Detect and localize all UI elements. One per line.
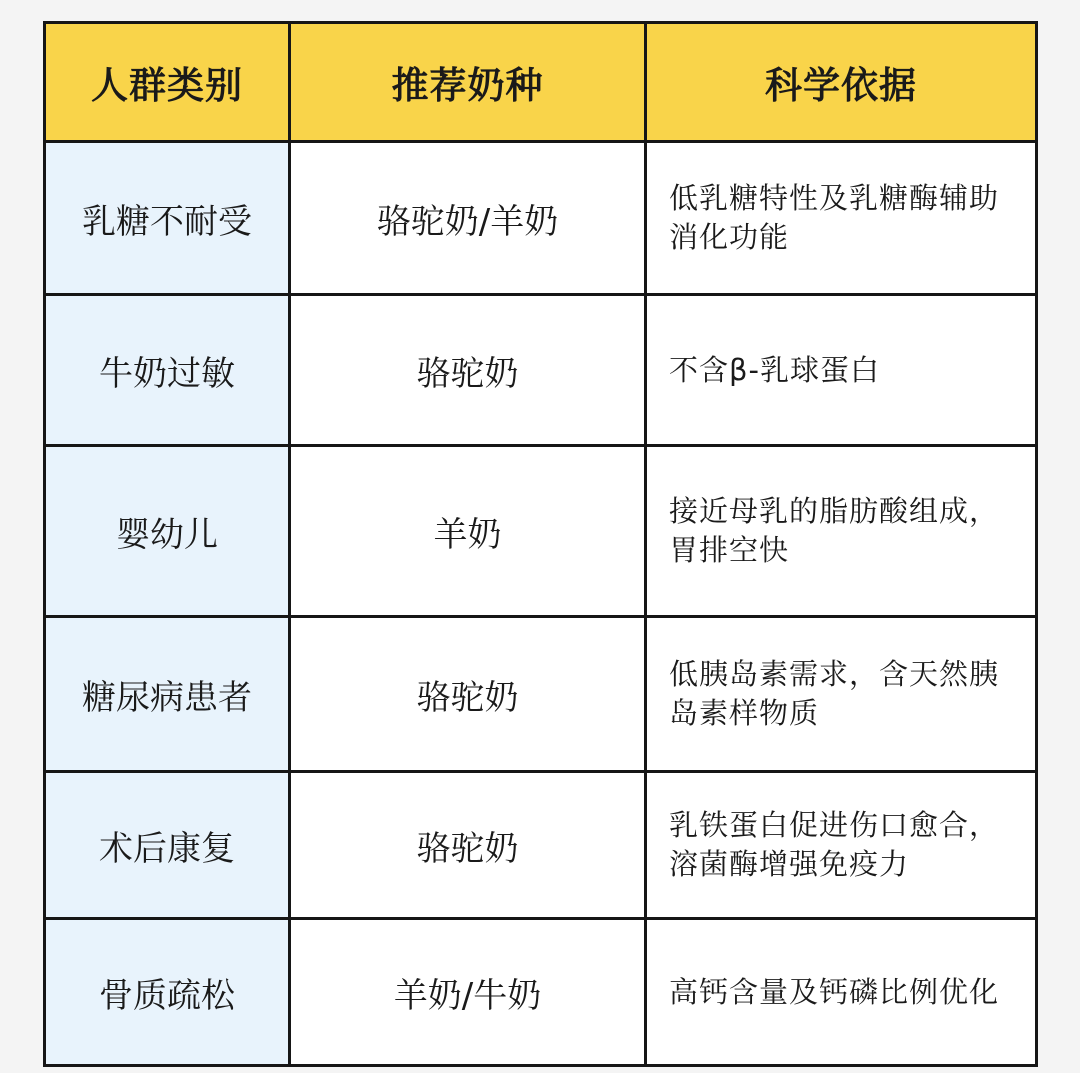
recommended-milk-cell: 羊奶 <box>290 446 646 617</box>
milk-recommendation-table <box>43 21 1038 1067</box>
recommended-milk-cell: 骆驼奶 <box>290 295 646 446</box>
scientific-basis-cell: 高钙含量及钙磷比例优化 <box>646 919 1037 1066</box>
header-scientific-basis: 科学依据 <box>646 23 1037 142</box>
scientific-basis-cell: 乳铁蛋白促进伤口愈合，溶菌酶增强免疫力 <box>646 772 1037 919</box>
population-group-cell: 骨质疏松 <box>45 919 290 1066</box>
table-row <box>45 295 1037 446</box>
scientific-basis-cell: 不含β-乳球蛋白 <box>646 295 1037 446</box>
table-row <box>45 142 1037 295</box>
recommended-milk-cell: 骆驼奶 <box>290 617 646 772</box>
population-group-cell: 乳糖不耐受 <box>45 142 290 295</box>
table-row <box>45 446 1037 617</box>
recommended-milk-cell: 羊奶/牛奶 <box>290 919 646 1066</box>
population-group-cell: 牛奶过敏 <box>45 295 290 446</box>
table-row <box>45 617 1037 772</box>
table-row <box>45 772 1037 919</box>
table-row <box>45 919 1037 1066</box>
header-row <box>45 23 1037 142</box>
population-group-cell: 糖尿病患者 <box>45 617 290 772</box>
header-recommended-milk: 推荐奶种 <box>290 23 646 142</box>
scientific-basis-cell: 低乳糖特性及乳糖酶辅助消化功能 <box>646 142 1037 295</box>
recommended-milk-cell: 骆驼奶 <box>290 772 646 919</box>
population-group-cell: 婴幼儿 <box>45 446 290 617</box>
population-group-cell: 术后康复 <box>45 772 290 919</box>
header-population-group: 人群类别 <box>45 23 290 142</box>
recommended-milk-cell: 骆驼奶/羊奶 <box>290 142 646 295</box>
scientific-basis-cell: 接近母乳的脂肪酸组成，胃排空快 <box>646 446 1037 617</box>
scientific-basis-cell: 低胰岛素需求，含天然胰岛素样物质 <box>646 617 1037 772</box>
